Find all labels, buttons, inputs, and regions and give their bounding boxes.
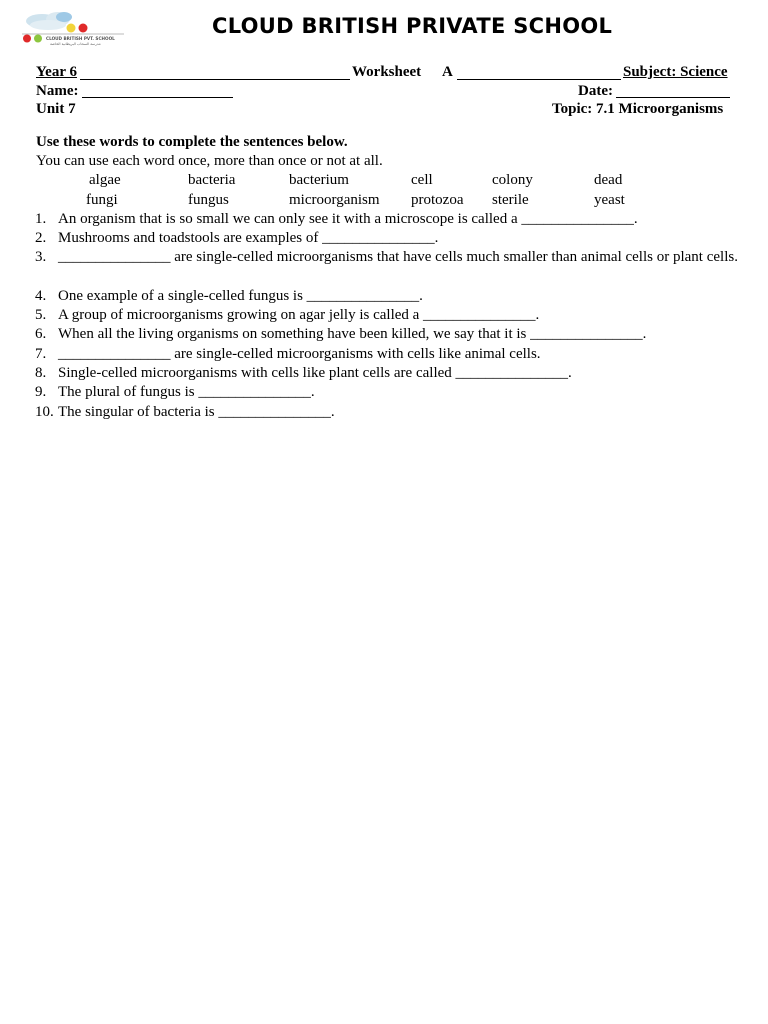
word-bank-item: fungus <box>188 192 229 208</box>
question-number: 4. <box>35 288 47 304</box>
svg-text:CLOUD BRITISH PVT. SCHOOL: CLOUD BRITISH PVT. SCHOOL <box>46 36 115 41</box>
word-bank-item: cell <box>411 172 433 188</box>
question-text: Mushrooms and toadstools are examples of _______________. <box>58 230 439 246</box>
question-number: 10. <box>35 404 54 420</box>
question-number: 3. <box>35 249 47 265</box>
instructions-heading: Use these words to complete the sentences below. <box>36 134 348 150</box>
word-bank-item: yeast <box>594 192 625 208</box>
word-bank-item: sterile <box>492 192 529 208</box>
word-bank-item: microorganism <box>289 192 380 208</box>
word-bank-item: fungi <box>86 192 118 208</box>
question-text: One example of a single-celled fungus is _______________. <box>58 288 423 304</box>
unit-label: Unit 7 <box>36 101 76 117</box>
name-label: Name: <box>36 83 79 99</box>
name-field[interactable] <box>82 97 233 98</box>
question-number: 1. <box>35 211 47 227</box>
word-bank-item: bacterium <box>289 172 349 188</box>
question-text: The plural of fungus is _______________. <box>58 384 315 400</box>
school-logo <box>20 10 126 50</box>
question-number: 2. <box>35 230 47 246</box>
word-bank-item: colony <box>492 172 533 188</box>
question-text: _______________ are single-celled microorganisms with cells like animal cells. <box>58 346 541 362</box>
question-number: 7. <box>35 346 47 362</box>
school-title: CLOUD BRITISH PRIVATE SCHOOL <box>212 14 613 38</box>
word-bank-item: algae <box>89 172 121 188</box>
year-worksheet-line <box>80 79 350 80</box>
question-text: _______________ are single-celled microorganisms that have cells much smaller than animal cells or plant cells. <box>58 249 738 265</box>
question-text: When all the living organisms on something have been killed, we say that it is _______________. <box>58 326 647 342</box>
question-text: Single-celled microorganisms with cells like plant cells are called _______________. <box>58 365 572 381</box>
word-bank-item: protozoa <box>411 192 464 208</box>
question-number: 8. <box>35 365 47 381</box>
question-number: 5. <box>35 307 47 323</box>
topic-label: Topic: 7.1 Microorganisms <box>552 101 724 117</box>
date-field[interactable] <box>616 97 730 98</box>
word-bank-item: bacteria <box>188 172 236 188</box>
question-text: An organism that is so small we can only see it with a microscope is called a _______________. <box>58 211 638 227</box>
instructions-subtext: You can use each word once, more than once or not at all. <box>36 153 383 169</box>
question-text: The singular of bacteria is _______________. <box>58 404 335 420</box>
year-label: Year 6 <box>36 64 77 80</box>
date-label: Date: <box>578 83 613 99</box>
word-bank-item: dead <box>594 172 623 188</box>
question-number: 9. <box>35 384 47 400</box>
cloud-logo-icon <box>20 10 126 50</box>
question-number: 6. <box>35 326 47 342</box>
question-text: A group of microorganisms growing on agar jelly is called a _______________. <box>58 307 540 323</box>
subject-label: Subject: Science <box>623 64 728 80</box>
worksheet-subject-line <box>457 79 621 80</box>
worksheet-label: Worksheet <box>352 64 422 80</box>
worksheet-letter: A <box>442 64 453 80</box>
svg-text:مدرسة السحاب البريطانية الخاصة: مدرسة السحاب البريطانية الخاصة <box>50 42 101 46</box>
